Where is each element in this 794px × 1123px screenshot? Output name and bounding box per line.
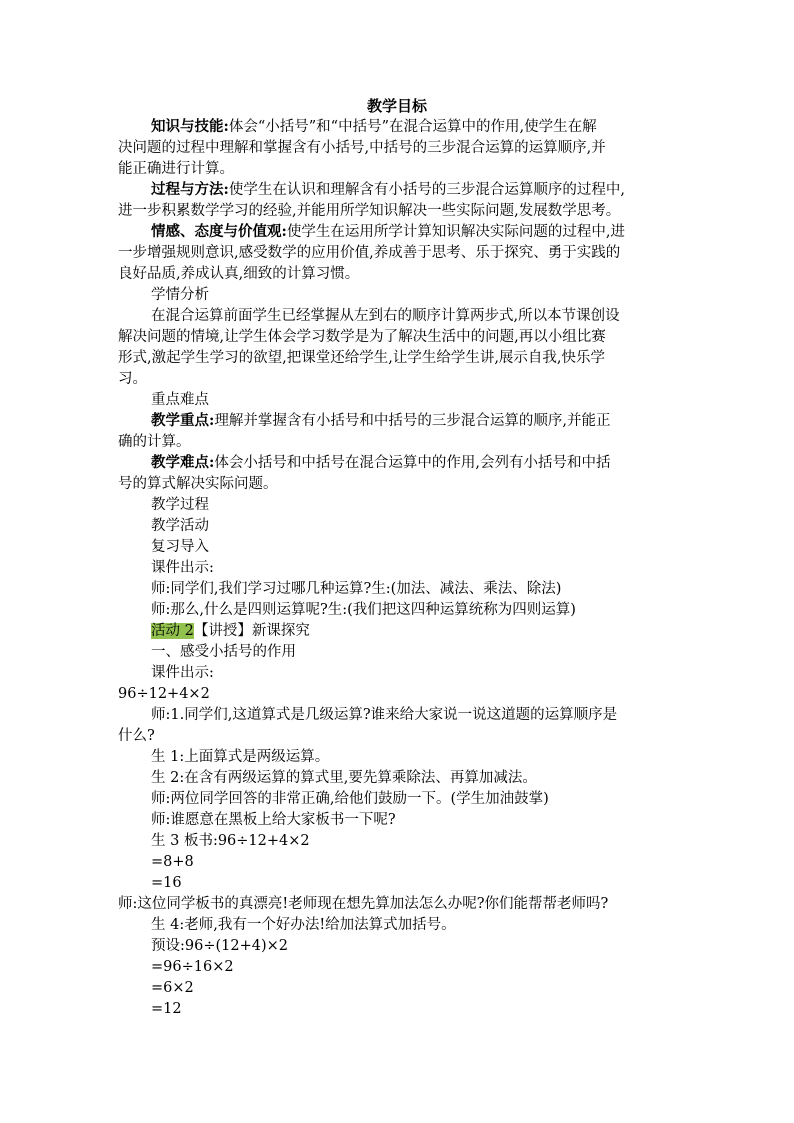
objective-text: 使学生在运用所学计算知识解决实际问题的过程中,进 [286,224,625,240]
focus-line-1 [151,411,610,431]
student-4-line: 生 4:老师,我有一个好办法!给加法算式加括号。 [151,917,456,933]
section-1-heading: 一、感受小括号的作用 [151,644,296,660]
teacher-praise-line: 师:两位同学回答的非常正确,给他们鼓励一下。(学生加油鼓掌) [151,791,549,807]
focus-label: 教学重点: [151,412,215,429]
activity2-highlight: 活动 2 [151,623,194,639]
teacher-question-line-1: 师:1.同学们,这道算式是几级运算?谁来给大家说一说这道题的运算顺序是 [151,707,618,723]
objective-knowledge-line-3: 能正确进行计算。 [118,161,234,177]
teacher-ask-line: 师:谁愿意在黑板上给大家板书一下呢? [151,812,396,828]
focus-text: 理解并掌握含有小括号和中括号的三步混合运算的顺序,并能正 [214,413,611,429]
dialog-line-2: 师:那么,什么是四则运算呢?生:(我们把这四种运算统称为四则运算) [151,602,576,618]
objective-label: 过程与方法: [151,181,229,198]
objective-emotion-line-2: 一步增强规则意识,感受数学的应用价值,养成善于思考、乐于探究、勇于实践的 [118,245,621,261]
activity2-heading [151,621,310,641]
objective-knowledge-line-1 [151,117,597,137]
expression-line: 96÷12+4×2 [118,686,210,702]
objective-knowledge-line-2: 决问题的过程中理解和掌握含有小括号,中括号的三步混合运算的运算顺序,并 [118,140,606,156]
student-2-line: 生 2:在含有两级运算的算式里,要先算乘除法、再算加减法。 [151,770,537,786]
courseware-show: 课件出示: [151,560,214,576]
activity2-title: 【讲授】新课探究 [193,623,310,639]
difficulty-line-1 [151,453,610,473]
focus-line-2: 确的计算。 [118,434,191,450]
courseware-show-2: 课件出示: [151,665,214,681]
calc-step-line: =96÷16×2 [151,959,234,975]
review-heading: 复习导入 [151,539,209,555]
objective-label: 知识与技能: [151,118,229,135]
objective-process-line-2: 进一步积累数学学习的经验,并能用所学知识解决一些实际问题,发展数学思考。 [118,203,621,219]
analysis-heading: 学情分析 [151,287,209,303]
teacher-challenge-line: 师:这位同学板书的真漂亮!老师现在想先算加法怎么办呢?你们能帮帮老师吗? [118,896,609,912]
objective-emotion-line-1 [151,222,625,242]
difficulty-label: 教学难点: [151,454,215,471]
objective-label: 情感、态度与价值观: [151,223,287,240]
calc-step-line: =16 [151,875,182,891]
keypoints-heading: 重点难点 [151,392,209,408]
analysis-line-2: 解决问题的情境,让学生体会学习数学是为了解决生活中的问题,再以小组比赛 [118,329,606,345]
teacher-question-line-2: 什么? [118,728,155,744]
objective-text: 使学生在认识和理解含有小括号的三步混合运算顺序的过程中, [228,182,625,198]
calc-step-line: =12 [151,1001,182,1017]
difficulty-line-2: 号的算式解决实际问题。 [118,476,278,492]
process-heading: 教学过程 [151,497,209,513]
analysis-line-4: 习。 [118,371,147,387]
page-title: 教学目标 [366,97,427,115]
difficulty-text: 体会小括号和中括号在混合运算中的作用,会列有小括号和中括 [214,455,611,471]
calc-step-line: =6×2 [151,980,194,996]
student-1-line: 生 1:上面算式是两级运算。 [151,749,330,765]
activity-heading: 教学活动 [151,518,209,534]
objective-emotion-line-3: 良好品质,养成认真,细致的计算习惯。 [118,266,360,282]
calc-step-line: =8+8 [151,854,194,870]
objective-text: 体会“小括号”和“中括号”在混合运算中的作用,使学生在解 [228,119,597,135]
dialog-line-1: 师:同学们,我们学习过哪几种运算?生:(加法、减法、乘法、除法) [151,581,562,597]
student-3-line: 生 3 板书:96÷12+4×2 [151,833,310,849]
analysis-line-1: 在混合运算前面学生已经掌握从左到右的顺序计算两步式,所以本节课创设 [151,308,620,324]
objective-process-line-1 [151,180,625,200]
analysis-line-3: 形式,激起学生学习的欲望,把课堂还给学生,让学生给学生讲,展示自我,快乐学 [118,350,606,366]
preset-line: 预设:96÷(12+4)×2 [151,938,288,954]
